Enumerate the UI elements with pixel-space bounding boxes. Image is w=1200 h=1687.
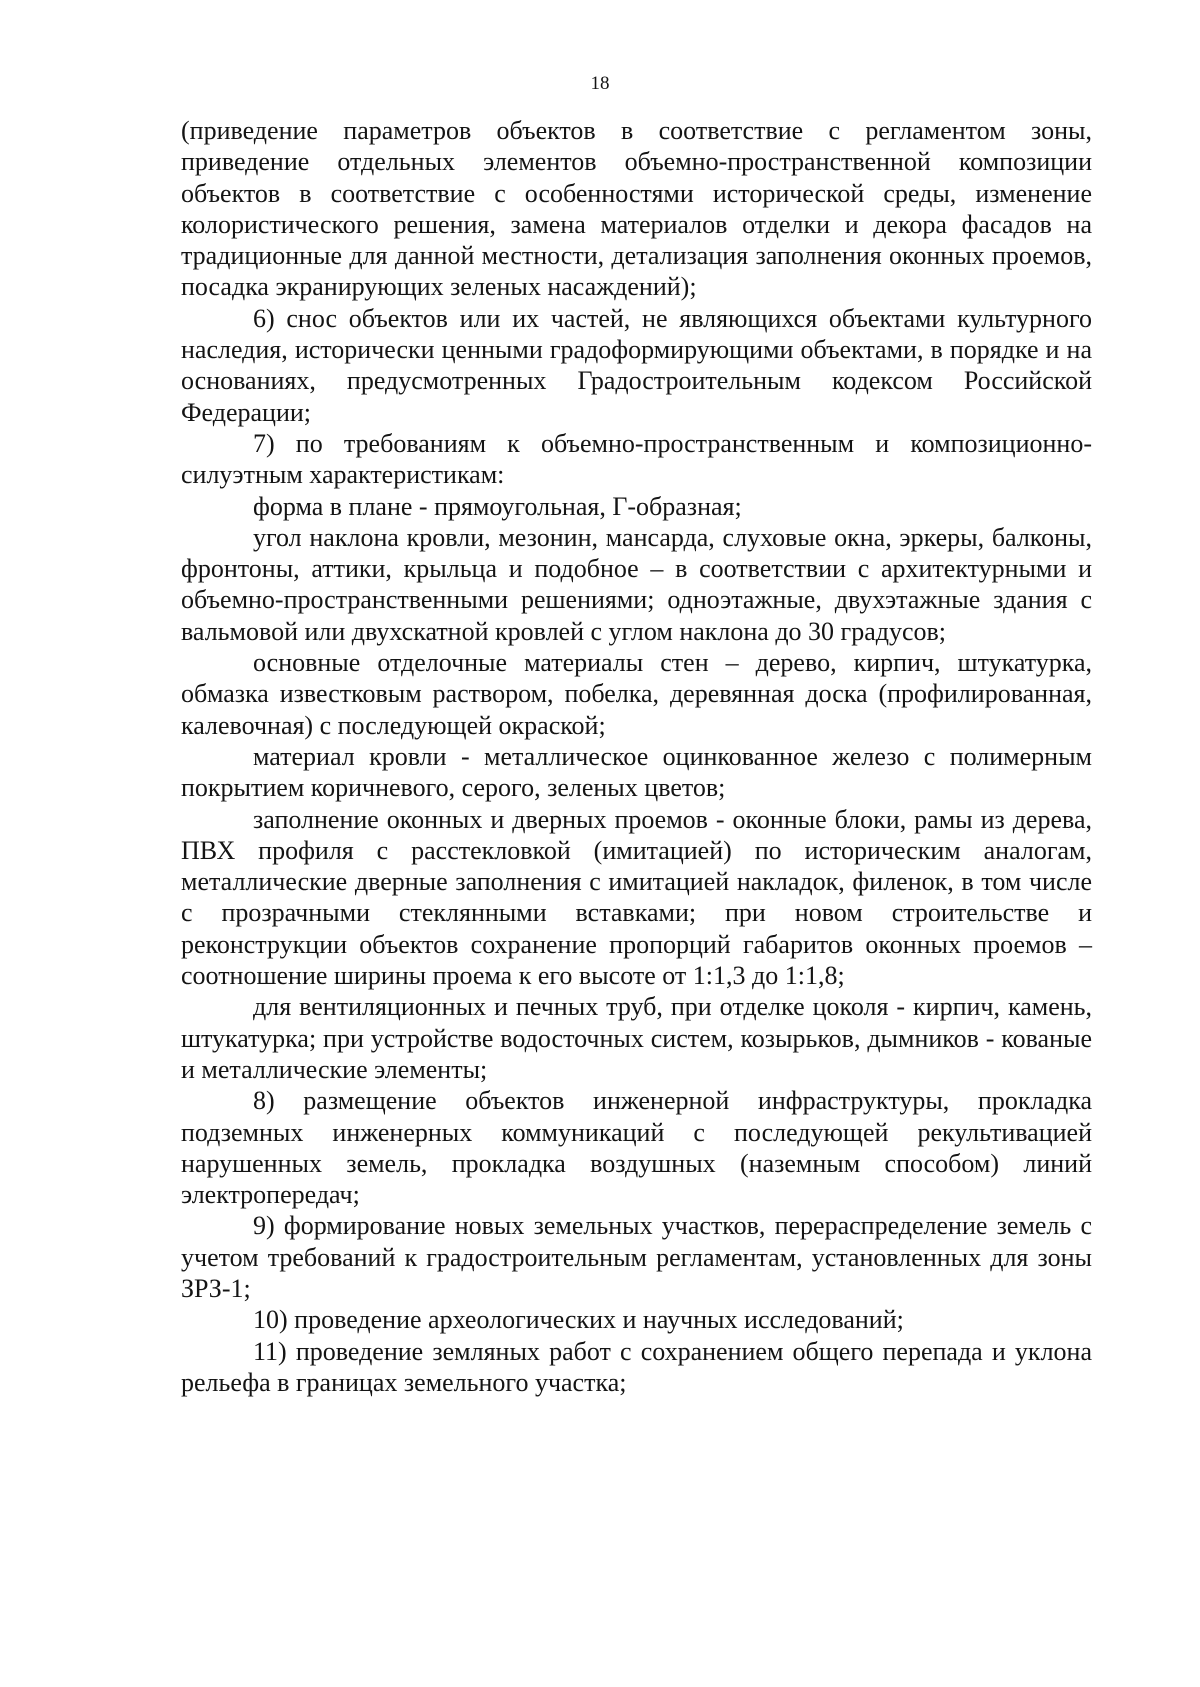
paragraph-continuation: (приведение параметров объектов в соответствие с регламентом зоны, приведение отдельных элементов объемно-пространственной композиции объектов в соответствие с особенностями исторической среды, изменение колористического решения, замена материалов отделки и декора фасадов на традиционные для данной местности, детализация заполнения оконных проемов, посадка экранирующих зеленых насаждений);	[181, 116, 1092, 302]
page-number: 18	[590, 73, 610, 94]
paragraph-roof-slope: угол наклона кровли, мезонин, мансарда, слуховые окна, эркеры, балконы, фронтоны, аттики, крыльца и подобное – в соответствии с архитектурными и объемно-пространственными решениями; одноэтажные, двухэтажные здания с вальмовой или двухскатной кровлей с углом наклона до 30 градусов;	[181, 522, 1092, 646]
paragraph-item-8: 8) размещение объектов инженерной инфраструктуры, прокладка подземных инженерных коммуникаций с последующей рекультивацией нарушенных земель, прокладка воздушных (наземным способом) линий электропередач;	[181, 1086, 1092, 1210]
paragraph-item-7: 7) по требованиям к объемно-пространственным и композиционно-силуэтным характеристикам:	[181, 428, 1092, 490]
paragraph-item-10: 10) проведение археологических и научных исследований;	[253, 1305, 904, 1335]
paragraph-window-filling: заполнение оконных и дверных проемов - оконные блоки, рамы из дерева, ПВХ профиля с расстекловкой (имитацией) по историческим аналогам, металлические дверные заполнения с имитацией накладок, филенок, в том числе с прозрачными стеклянными вставками; при новом строительстве и реконструкции объектов сохранение пропорций габаритов оконных проемов – соотношение ширины проема к его высоте от 1:1,3 до 1:1,8;	[181, 804, 1092, 991]
paragraph-item-6: 6) снос объектов или их частей, не являющихся объектами культурного наследия, исторически ценными градоформирующими объектами, в порядке и на основаниях, предусмотренных Градостроительным кодексом Российской Федерации;	[181, 303, 1092, 427]
paragraph-roof-material: материал кровли - металлическое оцинкованное железо с полимерным покрытием коричневого, серого, зеленых цветов;	[181, 741, 1092, 803]
paragraph-plan-shape: форма в плане - прямоугольная, Г-образная;	[253, 491, 742, 521]
paragraph-item-11: 11) проведение земляных работ с сохранением общего перепада и уклона рельефа в границах земельного участка;	[181, 1336, 1092, 1397]
paragraph-item-9: 9) формирование новых земельных участков, перераспределение земель с учетом требований к градостроительным регламентам, установленных для зоны ЗРЗ-1;	[181, 1211, 1092, 1303]
paragraph-chimneys: для вентиляционных и печных труб, при отделке цоколя - кирпич, камень, штукатурка; при устройстве водосточных систем, козырьков, дымников - кованые и металлические элементы;	[181, 992, 1092, 1084]
document-body	[181, 115, 1092, 1398]
paragraph-wall-materials: основные отделочные материалы стен – дерево, кирпич, штукатурка, обмазка известковым раствором, побелка, деревянная доска (профилированная, калевочная) с последующей окраской;	[181, 648, 1092, 740]
